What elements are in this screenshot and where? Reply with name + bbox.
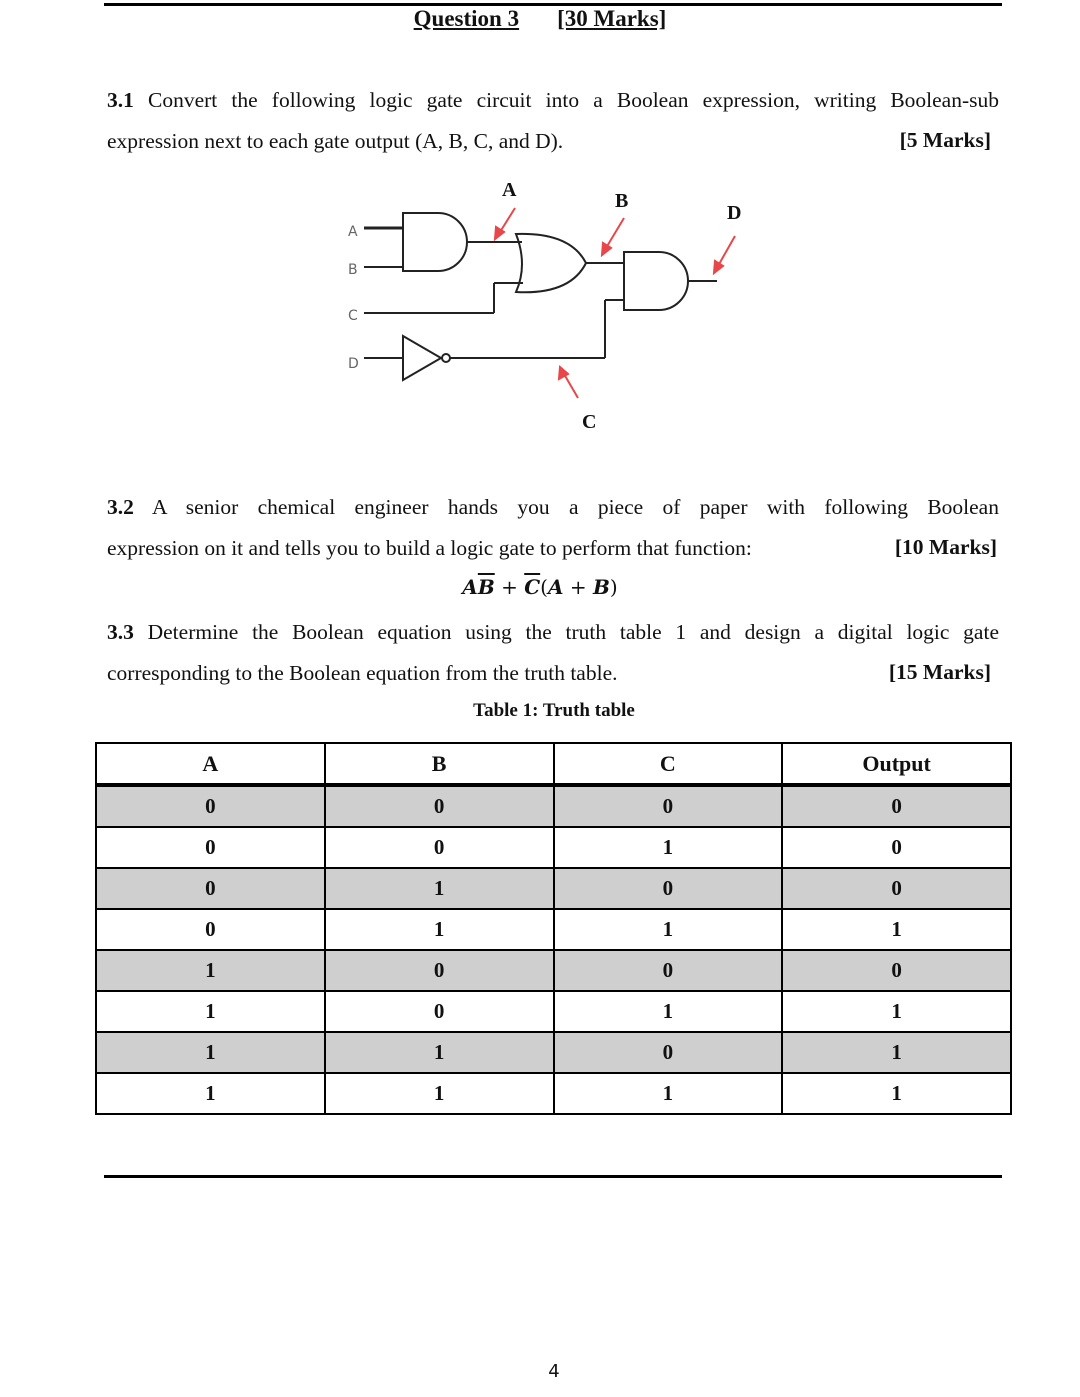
table-cell: 1 (96, 1073, 325, 1114)
q33-marks: [15 Marks] (888, 660, 991, 684)
table-row (96, 1032, 1011, 1073)
question-title: Question 3 (413, 6, 520, 31)
table-cell: 0 (554, 785, 783, 827)
q32-number: 3.2 (107, 495, 134, 519)
table-cell: 0 (325, 991, 554, 1032)
table-cell: 0 (325, 785, 554, 827)
circuit-input-c: C (348, 308, 358, 324)
circuit-input-d: D (348, 356, 359, 372)
not-gate-bubble (442, 354, 450, 362)
table-cell: 1 (325, 909, 554, 950)
page-number: 4 (548, 1361, 560, 1382)
boolean-formula (0, 575, 1080, 599)
q32-text (107, 487, 999, 569)
table-cell: 0 (96, 827, 325, 868)
table-caption: Table 1: Truth table (473, 700, 635, 721)
table-cell: 0 (782, 827, 1011, 868)
table-cell: 0 (96, 868, 325, 909)
arrow-b (602, 243, 611, 255)
q32-line1: A senior chemical engineer hands you a piece of paper with following Boolean (152, 495, 999, 519)
table-cell: 1 (782, 1032, 1011, 1073)
table-cell: 1 (325, 1032, 554, 1073)
question-heading (0, 6, 1080, 32)
table-cell: 0 (325, 827, 554, 868)
header-c: C (554, 743, 783, 785)
arrow-d (714, 261, 723, 273)
q32-marks: [10 Marks] (894, 535, 997, 559)
q33-line1: Determine the Boolean equation using the truth table 1 and design a digital logic gate (147, 620, 999, 644)
table-cell: 1 (96, 950, 325, 991)
table-cell: 1 (96, 1032, 325, 1073)
formula-plus: + (494, 575, 525, 599)
q31-text (107, 80, 999, 162)
logic-circuit-diagram (330, 170, 750, 435)
formula-a: A (462, 575, 478, 599)
header-a: A (96, 743, 325, 785)
table-cell: 0 (782, 785, 1011, 827)
formula-a2: A (547, 575, 564, 599)
table-header-row (96, 743, 1011, 785)
table-cell: 1 (554, 1073, 783, 1114)
table-row (96, 868, 1011, 909)
formula-plus2: + (563, 575, 593, 599)
table-cell: 1 (782, 909, 1011, 950)
table-row (96, 785, 1011, 827)
question-marks: [30 Marks] (557, 6, 667, 31)
label-b: B (615, 190, 629, 212)
q33-text (107, 612, 999, 694)
or-gate-b (516, 234, 586, 292)
label-c: C (582, 411, 597, 433)
label-d: D (727, 202, 742, 224)
formula-open: ( (540, 575, 548, 599)
table-row (96, 909, 1011, 950)
and-gate-a (403, 213, 467, 271)
table-row (96, 991, 1011, 1032)
q32-line2: expression on it and tells you to build a logic gate to perform that function: (107, 536, 752, 560)
formula-b2: B (592, 575, 610, 599)
q33-line2: corresponding to the Boolean equation from the truth table. (107, 661, 618, 685)
header-output: Output (782, 743, 1011, 785)
q31-line1: Convert the following logic gate circuit into a Boolean expression, writing Boolean-sub (148, 88, 1000, 112)
table-cell: 0 (554, 868, 783, 909)
table-cell: 0 (782, 950, 1011, 991)
table-cell: 0 (554, 950, 783, 991)
table-row (96, 950, 1011, 991)
not-gate-c (403, 336, 441, 380)
label-a: A (502, 179, 517, 201)
table-cell: 0 (96, 909, 325, 950)
table-cell: 1 (782, 1073, 1011, 1114)
header-b: B (325, 743, 554, 785)
formula-c-bar: $\overline{C}$ (524, 575, 541, 599)
and-gate-d (624, 252, 688, 310)
formula-close: ) (609, 575, 618, 599)
table-row (96, 827, 1011, 868)
table-cell: 0 (96, 785, 325, 827)
q31-marks: [5 Marks] (899, 128, 991, 152)
table-cell: 1 (554, 991, 783, 1032)
q31-line2: expression next to each gate output (A, B, C, and D). (107, 129, 564, 153)
table-cell: 1 (325, 868, 554, 909)
table-cell: 1 (782, 991, 1011, 1032)
circuit-input-a: A (348, 224, 358, 240)
table-cell: 1 (325, 1073, 554, 1114)
table-cell: 1 (554, 909, 783, 950)
formula-b-bar: $\overline{B}$ (477, 575, 495, 599)
q31-number: 3.1 (107, 88, 134, 112)
table-cell: 0 (554, 1032, 783, 1073)
truth-table (95, 742, 1012, 1115)
table-row (96, 1073, 1011, 1114)
table-cell: 0 (782, 868, 1011, 909)
bottom-rule (104, 1175, 1002, 1178)
table-cell: 1 (96, 991, 325, 1032)
table-cell: 1 (554, 827, 783, 868)
circuit-input-b: B (348, 262, 358, 278)
table-cell: 0 (325, 950, 554, 991)
q33-number: 3.3 (107, 620, 134, 644)
